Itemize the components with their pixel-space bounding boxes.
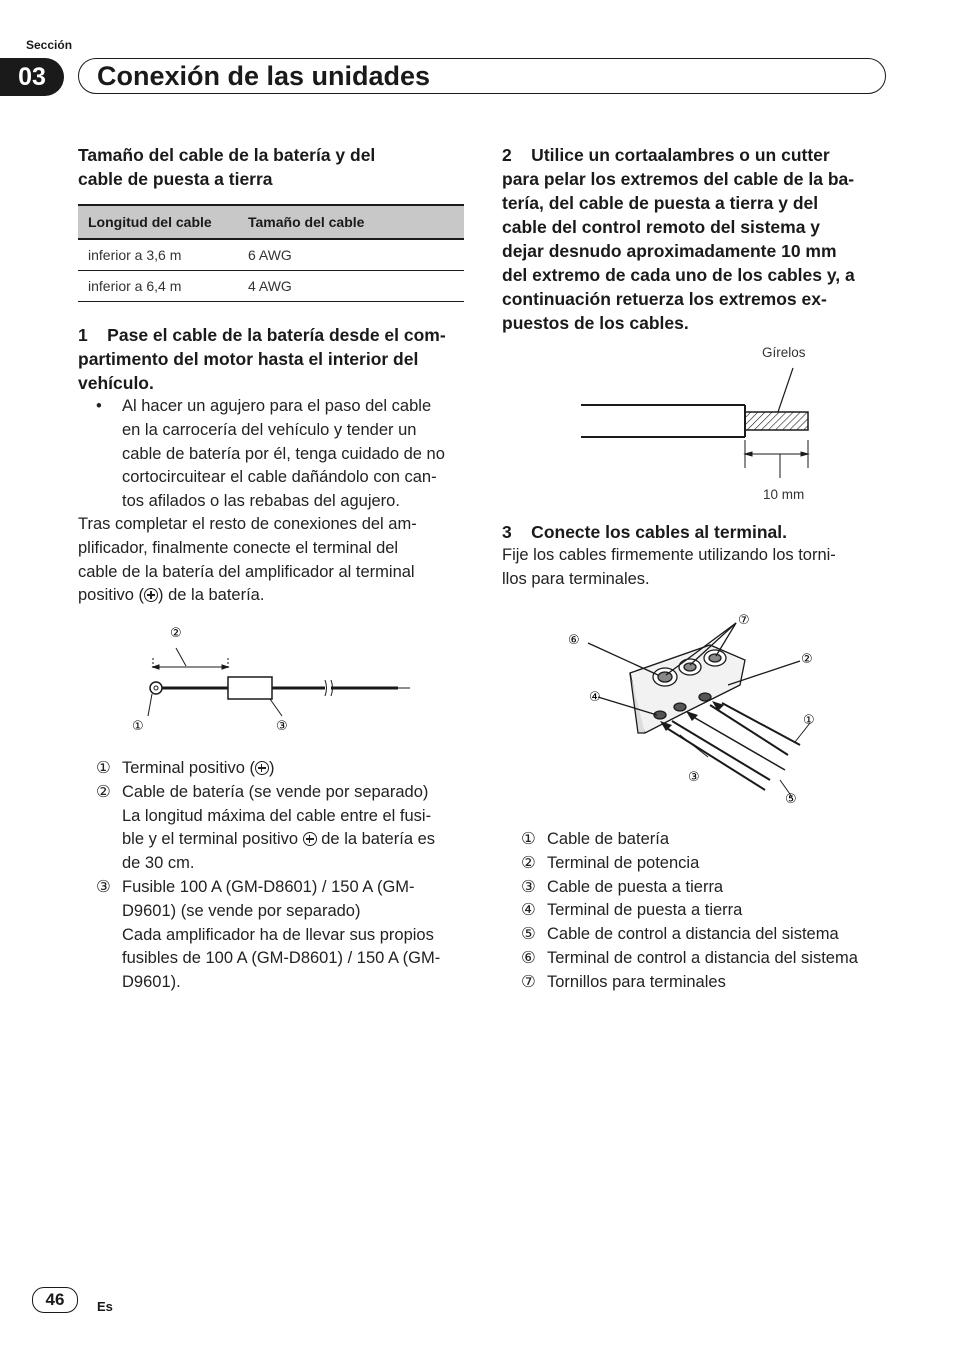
- page-number: 46: [32, 1287, 78, 1313]
- legend-item: [96, 757, 476, 781]
- heading-line: partimento del motor hasta el interior del: [78, 349, 419, 369]
- legend-text: Terminal de control a distancia del sistema: [547, 948, 858, 967]
- legend-text: [122, 876, 440, 995]
- legend-text: Terminal de potencia: [547, 853, 700, 872]
- section-title-box: [78, 58, 886, 94]
- legend-item: [96, 781, 476, 876]
- text-line: cable de batería por él, tenga cuidado de no: [122, 444, 445, 463]
- twist-label: Gírelos: [762, 345, 806, 360]
- table-cell: 6 AWG: [238, 239, 464, 271]
- heading-line: vehículo.: [78, 373, 154, 393]
- legend-number: ④: [521, 901, 536, 920]
- step3-block: [502, 520, 902, 592]
- table-header-row: [78, 205, 464, 239]
- cable-size-table: [78, 204, 464, 302]
- legend-number: ⑦: [521, 972, 536, 991]
- text-line: de 30 cm.: [122, 854, 195, 873]
- text-line: cable de la batería del amplificador al terminal: [78, 562, 415, 581]
- heading-line: 2 Utilice un cortaalambres o un cutter: [502, 145, 830, 165]
- heading-line: Tamaño del cable de la batería y del: [78, 145, 376, 165]
- text-line: D9601).: [122, 973, 181, 992]
- step1-heading: [78, 323, 473, 395]
- text-line: fusibles de 100 A (GM-D8601) / 150 A (GM-: [122, 949, 441, 968]
- legend-number: ⑤: [521, 925, 536, 944]
- legend-item: [521, 876, 911, 900]
- text-line: Cable de batería (se vende por separado): [122, 782, 429, 801]
- text-line: plificador, finalmente conecte el terminal del: [78, 538, 399, 557]
- text-line: [122, 828, 435, 852]
- cable-size-heading: [78, 143, 375, 191]
- heading-line: cable de puesta a tierra: [78, 169, 273, 189]
- heading-line: cable del control remoto del sistema y: [502, 217, 821, 237]
- right-legend: [521, 828, 911, 995]
- label-3: ③: [276, 719, 288, 734]
- text-line: Al hacer un agujero para el paso del cable: [122, 397, 432, 415]
- text-line: Fusible 100 A (GM-D8601) / 150 A (GM-: [122, 877, 415, 896]
- table-cell: inferior a 3,6 m: [78, 239, 238, 271]
- legend-number: ②: [96, 782, 111, 801]
- legend-text: [122, 781, 435, 876]
- label-3: ③: [688, 770, 700, 785]
- legend-number: ③: [521, 877, 536, 896]
- table-header-cell: Longitud del cable: [78, 205, 238, 239]
- legend-number: ①: [521, 830, 536, 848]
- step1-bullet: [78, 395, 473, 514]
- legend-text: Tornillos para terminales: [547, 972, 726, 991]
- text-fragment: ) de la batería.: [158, 586, 265, 605]
- label-5: ⑤: [785, 792, 797, 807]
- legend-item: [521, 971, 911, 995]
- text-line: Fije los cables firmemente utilizando los torni-: [502, 546, 836, 564]
- legend-number: ①: [96, 759, 111, 777]
- text-line: cortocircuitear el cable dañándolo con can-: [122, 468, 437, 487]
- text-line: La longitud máxima del cable entre el fusi-: [122, 806, 432, 825]
- plus-circle-icon: [255, 761, 269, 775]
- bullet-text: [122, 395, 445, 514]
- text-fragment: ble y el terminal positivo: [122, 830, 303, 849]
- legend-item: [521, 852, 911, 876]
- label-2: ②: [170, 626, 182, 641]
- label-1: ①: [132, 719, 144, 734]
- label-2: ②: [801, 652, 813, 667]
- plus-circle-icon: [144, 588, 158, 602]
- text-line: Tras completar el resto de conexiones del am-: [78, 515, 417, 533]
- heading-line: dejar desnudo aproximadamente 10 mm: [502, 241, 837, 261]
- label-6: ⑥: [568, 633, 580, 648]
- battery-cable-diagram: [120, 620, 420, 740]
- dimension-label: 10 mm: [763, 487, 805, 502]
- section-number-badge: 03: [0, 58, 64, 96]
- table-row: [78, 271, 464, 302]
- connection-paragraph: [78, 513, 473, 608]
- heading-line: puestos de los cables.: [502, 313, 689, 333]
- label-4: ④: [589, 690, 601, 705]
- table-cell: 4 AWG: [238, 271, 464, 302]
- heading-line: para pelar los extremos del cable de la ba-: [502, 169, 855, 189]
- legend-number: ⑥: [521, 948, 536, 967]
- plus-circle-icon: [303, 832, 317, 846]
- language-code: Es: [97, 1299, 113, 1314]
- text-fragment: Terminal positivo (: [122, 759, 255, 777]
- text-line: D9601) (se vende por separado): [122, 901, 361, 920]
- legend-text: Cable de batería: [547, 830, 670, 848]
- label-1: ①: [803, 713, 815, 728]
- text-line: llos para terminales.: [502, 569, 650, 588]
- legend-item: [521, 923, 911, 947]
- text-line: en la carrocería del vehículo y tender un: [122, 420, 417, 439]
- step3-heading: 3 Conecte los cables al terminal.: [502, 522, 787, 542]
- left-legend: [96, 757, 476, 995]
- wire-strip-diagram: [575, 340, 835, 510]
- text-line: tos afilados o las rebabas del agujero.: [122, 492, 400, 511]
- legend-item: [521, 828, 911, 852]
- legend-number: ③: [96, 877, 111, 896]
- text-fragment: de la batería es: [316, 830, 435, 849]
- legend-text: Cable de control a distancia del sistema: [547, 925, 839, 944]
- table-row: [78, 239, 464, 271]
- text-fragment: ): [268, 759, 275, 777]
- text-fragment: positivo (: [78, 586, 145, 605]
- legend-text: Cable de puesta a tierra: [547, 877, 724, 896]
- legend-text: Terminal de puesta a tierra: [547, 901, 743, 920]
- page-title: Conexión de las unidades: [97, 60, 431, 91]
- legend-number: ②: [521, 853, 536, 872]
- legend-item: [96, 876, 476, 995]
- heading-line: 1 Pase el cable de la batería desde el com-: [78, 325, 446, 345]
- terminal-block-diagram: [560, 605, 840, 815]
- legend-text: [122, 757, 274, 781]
- legend-item: [521, 947, 911, 971]
- table-header-cell: Tamaño del cable: [238, 205, 464, 239]
- bullet-icon: •: [96, 397, 102, 415]
- text-line: [78, 584, 473, 608]
- heading-line: del extremo de cada uno de los cables y, a: [502, 265, 855, 285]
- legend-item: [521, 899, 911, 923]
- section-label: Sección: [26, 38, 73, 52]
- label-7: ⑦: [738, 613, 750, 628]
- heading-line: tería, del cable de puesta a tierra y del: [502, 193, 819, 213]
- step3-text: [502, 544, 902, 592]
- heading-line: continuación retuerza los extremos ex-: [502, 289, 827, 309]
- step2-heading: [502, 143, 902, 335]
- text-line: Cada amplificador ha de llevar sus propios: [122, 925, 434, 944]
- table-cell: inferior a 6,4 m: [78, 271, 238, 302]
